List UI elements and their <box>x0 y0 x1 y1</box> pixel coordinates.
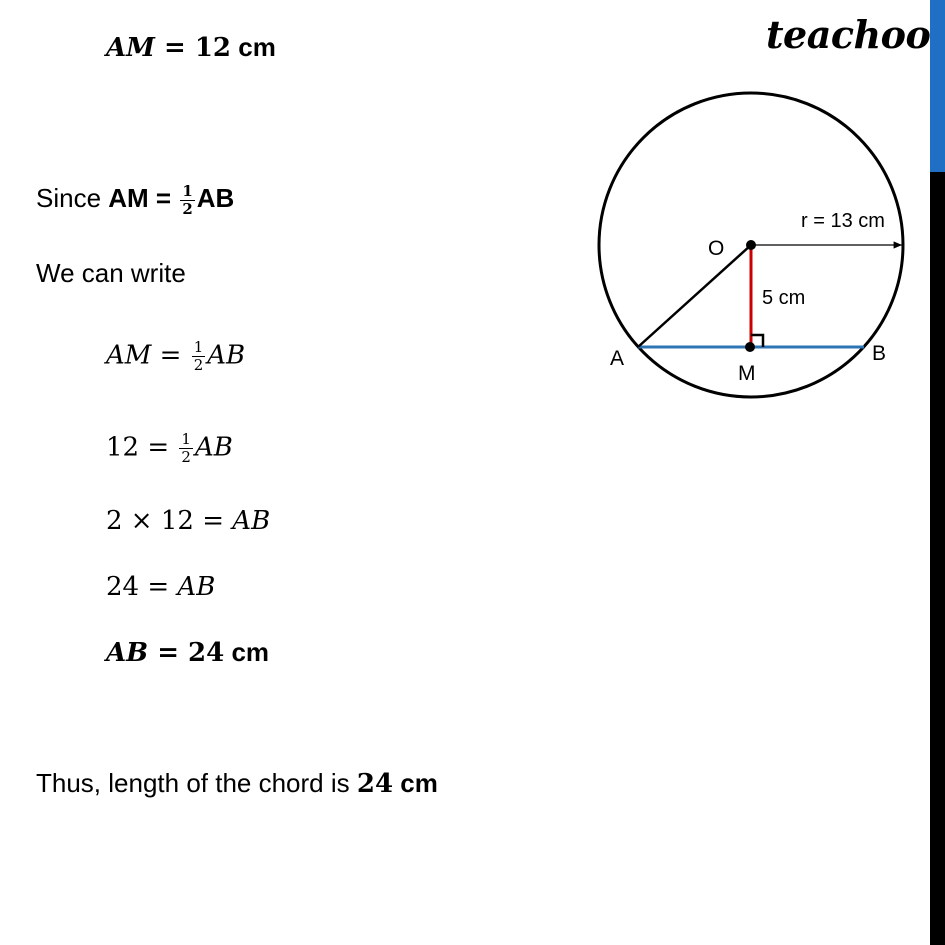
we-can-write-line: We can write <box>36 258 186 288</box>
label-a: A <box>610 347 625 370</box>
am-symbol: AM <box>106 33 155 63</box>
distance-label: 5 cm <box>762 287 806 309</box>
step1-rhs: AB <box>207 340 246 371</box>
label-o: O <box>708 237 725 260</box>
step3-factor-b: 12 <box>160 506 194 536</box>
step1-lhs: AM <box>106 340 152 371</box>
fraction-numerator: 1 <box>193 338 204 356</box>
equals-sign: = <box>148 638 189 668</box>
midpoint-m <box>745 342 755 352</box>
step2-lhs: 12 <box>106 432 140 463</box>
since-ab: AB <box>196 183 235 213</box>
am-unit: cm <box>231 32 276 62</box>
step2-rhs: AB <box>194 432 233 463</box>
ab-value: 24 <box>188 638 225 668</box>
fraction-numerator: 1 <box>182 181 193 200</box>
center-point-o <box>746 240 756 250</box>
ab-symbol: AB <box>106 638 149 668</box>
equals-sign: = <box>154 33 195 63</box>
equals-sign: = <box>139 432 178 463</box>
fraction-denominator: 2 <box>182 199 193 218</box>
step4-lhs: 24 <box>106 572 140 602</box>
fraction-numerator: 1 <box>181 430 191 448</box>
step3-factor-a: 2 <box>106 506 123 536</box>
radius-oa <box>638 245 751 347</box>
label-b: B <box>872 342 887 365</box>
fraction-denominator: 2 <box>193 356 204 374</box>
equals-sign: = <box>193 506 233 536</box>
teachoo-logo: teachoo <box>766 12 931 57</box>
equals-sign: = <box>151 340 190 371</box>
step4-rhs: AB <box>177 572 216 602</box>
equals-sign: = <box>139 572 178 602</box>
since-prefix: Since <box>36 183 109 213</box>
ab-unit: cm <box>224 637 270 667</box>
conclusion-value: 24 <box>356 769 394 799</box>
since-am-equals: AM = <box>108 183 179 213</box>
am-value: 12 <box>194 33 232 63</box>
conclusion-text: Thus, length of the chord is <box>36 768 357 798</box>
fraction-denominator: 2 <box>181 448 191 466</box>
step3-rhs: AB <box>232 506 271 536</box>
radius-label: r = 13 cm <box>801 210 885 232</box>
conclusion-unit: cm <box>393 768 438 798</box>
times-sign: × <box>122 506 161 536</box>
label-m: M <box>738 362 756 385</box>
